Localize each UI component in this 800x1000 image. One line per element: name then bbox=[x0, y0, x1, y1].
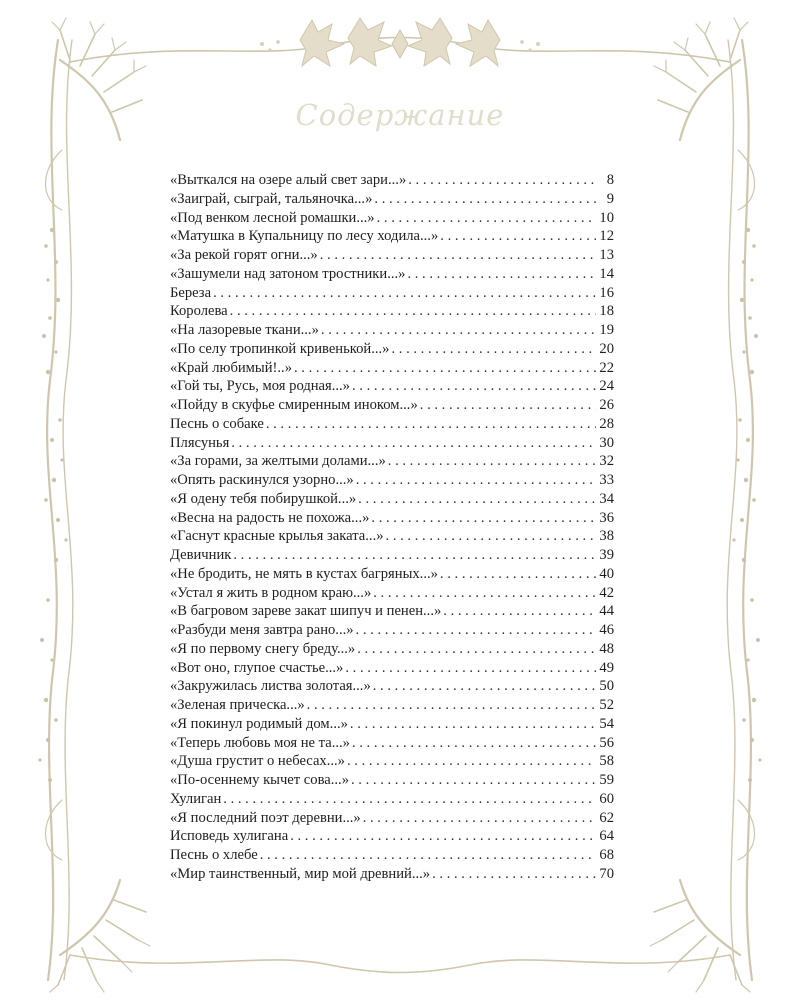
toc-entry-title: «Я последний поэт деревни...» bbox=[170, 809, 361, 826]
toc-entry bbox=[170, 659, 614, 678]
toc-entry bbox=[170, 865, 614, 884]
toc-entry-title: «Душа грустит о небесах...» bbox=[170, 753, 345, 770]
toc-entry bbox=[170, 171, 614, 190]
toc-page-number: 33 bbox=[599, 472, 614, 488]
toc-entry-title: «За горами, за желтыми долами...» bbox=[170, 453, 386, 470]
toc-page-number: 48 bbox=[599, 640, 614, 657]
toc-dot-leader bbox=[229, 434, 596, 453]
toc-page-number: 10 bbox=[599, 209, 614, 226]
toc-dot-leader bbox=[264, 415, 596, 434]
toc-page-number: 64 bbox=[599, 828, 614, 845]
toc-dot-leader bbox=[356, 490, 596, 509]
toc-dot-leader bbox=[371, 584, 596, 603]
toc-entry bbox=[170, 640, 614, 659]
toc-entry bbox=[170, 377, 614, 396]
toc-dot-leader bbox=[438, 565, 596, 584]
toc-entry bbox=[170, 527, 614, 546]
toc-entry-title: «Разбуди меня завтра рано...» bbox=[170, 622, 354, 638]
toc-dot-leader bbox=[405, 265, 596, 284]
toc-dot-leader bbox=[345, 752, 596, 771]
toc-page-number: 30 bbox=[599, 434, 614, 451]
toc-entry bbox=[170, 284, 614, 303]
toc-dot-leader bbox=[354, 471, 596, 490]
toc-entry bbox=[170, 340, 614, 359]
toc-page-number: 60 bbox=[599, 790, 614, 807]
toc-entry-title: «Пойду в скуфье смиренным иноком...» bbox=[170, 397, 418, 413]
toc-entry bbox=[170, 490, 614, 509]
toc-entry bbox=[170, 715, 614, 734]
toc-dot-leader bbox=[369, 509, 596, 528]
toc-dot-leader bbox=[350, 734, 596, 753]
toc-entry bbox=[170, 471, 614, 490]
toc-dot-leader bbox=[211, 284, 596, 303]
toc-entry bbox=[170, 190, 614, 209]
toc-entry bbox=[170, 302, 614, 321]
toc-dot-leader bbox=[228, 302, 596, 321]
toc-entry-title: «Весна на радость не похожа...» bbox=[170, 509, 370, 526]
toc-dot-leader bbox=[350, 377, 596, 396]
toc-page-number: 13 bbox=[599, 247, 614, 263]
toc-page-number: 20 bbox=[599, 340, 614, 357]
toc-page-number: 14 bbox=[599, 265, 614, 282]
toc-page-number: 50 bbox=[599, 678, 614, 695]
toc-dot-leader bbox=[406, 171, 596, 190]
toc-page-number: 44 bbox=[599, 603, 614, 620]
toc-page-number: 42 bbox=[599, 584, 614, 601]
toc-entry-title: «Край любимый!..» bbox=[170, 359, 292, 376]
toc-entry-title: «Я по первому снегу бреду...» bbox=[170, 640, 356, 657]
toc-entry-title: «В багровом зареве закат шипуч и пенен...» bbox=[170, 603, 442, 620]
toc-page-number: 8 bbox=[606, 172, 614, 188]
toc-entry-title: «Зеленая прическа...» bbox=[170, 697, 305, 713]
toc-dot-leader bbox=[389, 340, 596, 359]
toc-page-number: 70 bbox=[599, 865, 614, 882]
page-title: Содержание bbox=[295, 98, 505, 132]
toc-dot-leader bbox=[349, 771, 596, 790]
toc-page-number: 12 bbox=[599, 228, 614, 245]
table-of-contents bbox=[170, 171, 614, 884]
toc-entry-title: Плясунья bbox=[170, 434, 230, 451]
toc-page-number: 56 bbox=[599, 734, 614, 751]
toc-page-number: 49 bbox=[599, 659, 614, 676]
toc-entry bbox=[170, 227, 614, 246]
toc-dot-leader bbox=[371, 677, 596, 696]
toc-entry-title: «Вот оно, глупое счастье...» bbox=[170, 659, 344, 676]
toc-page-number: 54 bbox=[599, 715, 614, 732]
toc-entry bbox=[170, 621, 614, 640]
toc-dot-leader bbox=[361, 809, 596, 828]
toc-entry-title: «Выткался на озере алый свет зари...» bbox=[170, 172, 407, 188]
toc-dot-leader bbox=[430, 865, 596, 884]
toc-entry bbox=[170, 602, 614, 621]
toc-page-number: 18 bbox=[599, 303, 614, 320]
toc-dot-leader bbox=[375, 209, 596, 228]
toc-dot-leader bbox=[305, 696, 596, 715]
toc-dot-leader bbox=[441, 602, 596, 621]
toc-page-number: 38 bbox=[599, 528, 614, 545]
toc-entry-title: «Не бродить, не мять в кустах багряных...» bbox=[170, 565, 438, 582]
toc-entry-title: «Матушка в Купальницу по лесу ходила...» bbox=[170, 228, 439, 245]
toc-page-number: 58 bbox=[599, 753, 614, 770]
toc-entry bbox=[170, 790, 614, 809]
toc-dot-leader bbox=[355, 640, 596, 659]
toc-page-number: 36 bbox=[599, 509, 614, 526]
toc-entry bbox=[170, 359, 614, 378]
toc-dot-leader bbox=[372, 190, 596, 209]
toc-entry bbox=[170, 734, 614, 753]
toc-dot-leader bbox=[438, 227, 596, 246]
toc-entry-title: «Устал я жить в родном краю...» bbox=[170, 584, 372, 601]
toc-entry-title: Девичник bbox=[170, 547, 232, 563]
toc-page-number: 34 bbox=[599, 490, 614, 507]
toc-entry-title: «По-осеннему кычет сова...» bbox=[170, 772, 349, 788]
toc-dot-leader bbox=[384, 527, 596, 546]
toc-entry-title: «За рекой горят огни...» bbox=[170, 247, 318, 263]
toc-dot-leader bbox=[292, 359, 596, 378]
toc-page-number: 28 bbox=[599, 415, 614, 432]
toc-entry-title: «Заиграй, сыграй, тальяночка...» bbox=[170, 190, 373, 207]
toc-page-number: 16 bbox=[599, 284, 614, 301]
toc-entry bbox=[170, 265, 614, 284]
toc-entry-title: «Зашумели над затоном тростники...» bbox=[170, 265, 406, 282]
toc-entry-title: Песнь о хлебе bbox=[170, 847, 258, 863]
toc-dot-leader bbox=[318, 246, 596, 265]
toc-entry-title: «На лазоревые ткани...» bbox=[170, 322, 319, 338]
toc-dot-leader bbox=[386, 452, 596, 471]
toc-page-number: 24 bbox=[599, 378, 614, 395]
toc-entry-title: «Теперь любовь моя не та...» bbox=[170, 734, 350, 751]
toc-entry-title: Песнь о собаке bbox=[170, 415, 264, 432]
toc-entry bbox=[170, 396, 614, 415]
toc-entry-title: «Мир таинственный, мир мой древний...» bbox=[170, 865, 431, 882]
toc-entry-title: «По селу тропинкой кривенькой...» bbox=[170, 340, 390, 357]
toc-entry bbox=[170, 827, 614, 846]
toc-dot-leader bbox=[348, 715, 596, 734]
toc-dot-leader bbox=[231, 546, 596, 565]
toc-entry-title: «Я одену тебя побирушкой...» bbox=[170, 490, 357, 507]
toc-entry bbox=[170, 809, 614, 828]
toc-dot-leader bbox=[418, 396, 596, 415]
toc-entry-title: «Под венком лесной ромашки...» bbox=[170, 209, 375, 226]
toc-page-number: 39 bbox=[599, 547, 614, 563]
toc-entry bbox=[170, 677, 614, 696]
toc-page-number: 9 bbox=[606, 190, 614, 207]
toc-entry bbox=[170, 846, 614, 865]
toc-entry-title: «Я покинул родимый дом...» bbox=[170, 715, 348, 732]
toc-page-number: 32 bbox=[599, 453, 614, 470]
toc-entry-title: Исповедь хулигана bbox=[170, 828, 289, 845]
toc-page-number: 22 bbox=[599, 359, 614, 376]
toc-entry-title: «Гой ты, Русь, моя родная...» bbox=[170, 378, 350, 395]
toc-entry-title: «Опять раскинулся узорно...» bbox=[170, 472, 354, 488]
toc-entry bbox=[170, 246, 614, 265]
toc-entry bbox=[170, 452, 614, 471]
toc-entry bbox=[170, 696, 614, 715]
toc-entry-title: Королева bbox=[170, 303, 228, 320]
toc-page-number: 19 bbox=[599, 322, 614, 338]
toc-entry bbox=[170, 415, 614, 434]
toc-entry-title: Береза bbox=[170, 284, 212, 301]
toc-entry-title: «Гаснут красные крылья заката...» bbox=[170, 528, 384, 545]
toc-page-number: 46 bbox=[599, 622, 614, 638]
toc-dot-leader bbox=[258, 846, 596, 865]
toc-page-number: 62 bbox=[599, 809, 614, 826]
toc-page-number: 52 bbox=[599, 697, 614, 713]
toc-entry bbox=[170, 584, 614, 603]
toc-entry bbox=[170, 752, 614, 771]
toc-dot-leader bbox=[343, 659, 596, 678]
toc-entry bbox=[170, 434, 614, 453]
toc-page-number: 26 bbox=[599, 397, 614, 413]
toc-entry bbox=[170, 546, 614, 565]
toc-entry-title: Хулиган bbox=[170, 790, 222, 807]
toc-entry-title: «Закружилась листва золотая...» bbox=[170, 678, 371, 695]
toc-entry bbox=[170, 565, 614, 584]
toc-entry bbox=[170, 771, 614, 790]
toc-page-number: 59 bbox=[599, 772, 614, 788]
toc-page-number: 68 bbox=[599, 847, 614, 863]
toc-entry bbox=[170, 209, 614, 228]
toc-dot-leader bbox=[354, 621, 596, 640]
toc-entry bbox=[170, 321, 614, 340]
toc-page-number: 40 bbox=[599, 565, 614, 582]
toc-entry bbox=[170, 509, 614, 528]
toc-dot-leader bbox=[288, 827, 596, 846]
toc-dot-leader bbox=[221, 790, 596, 809]
toc-dot-leader bbox=[319, 321, 596, 340]
